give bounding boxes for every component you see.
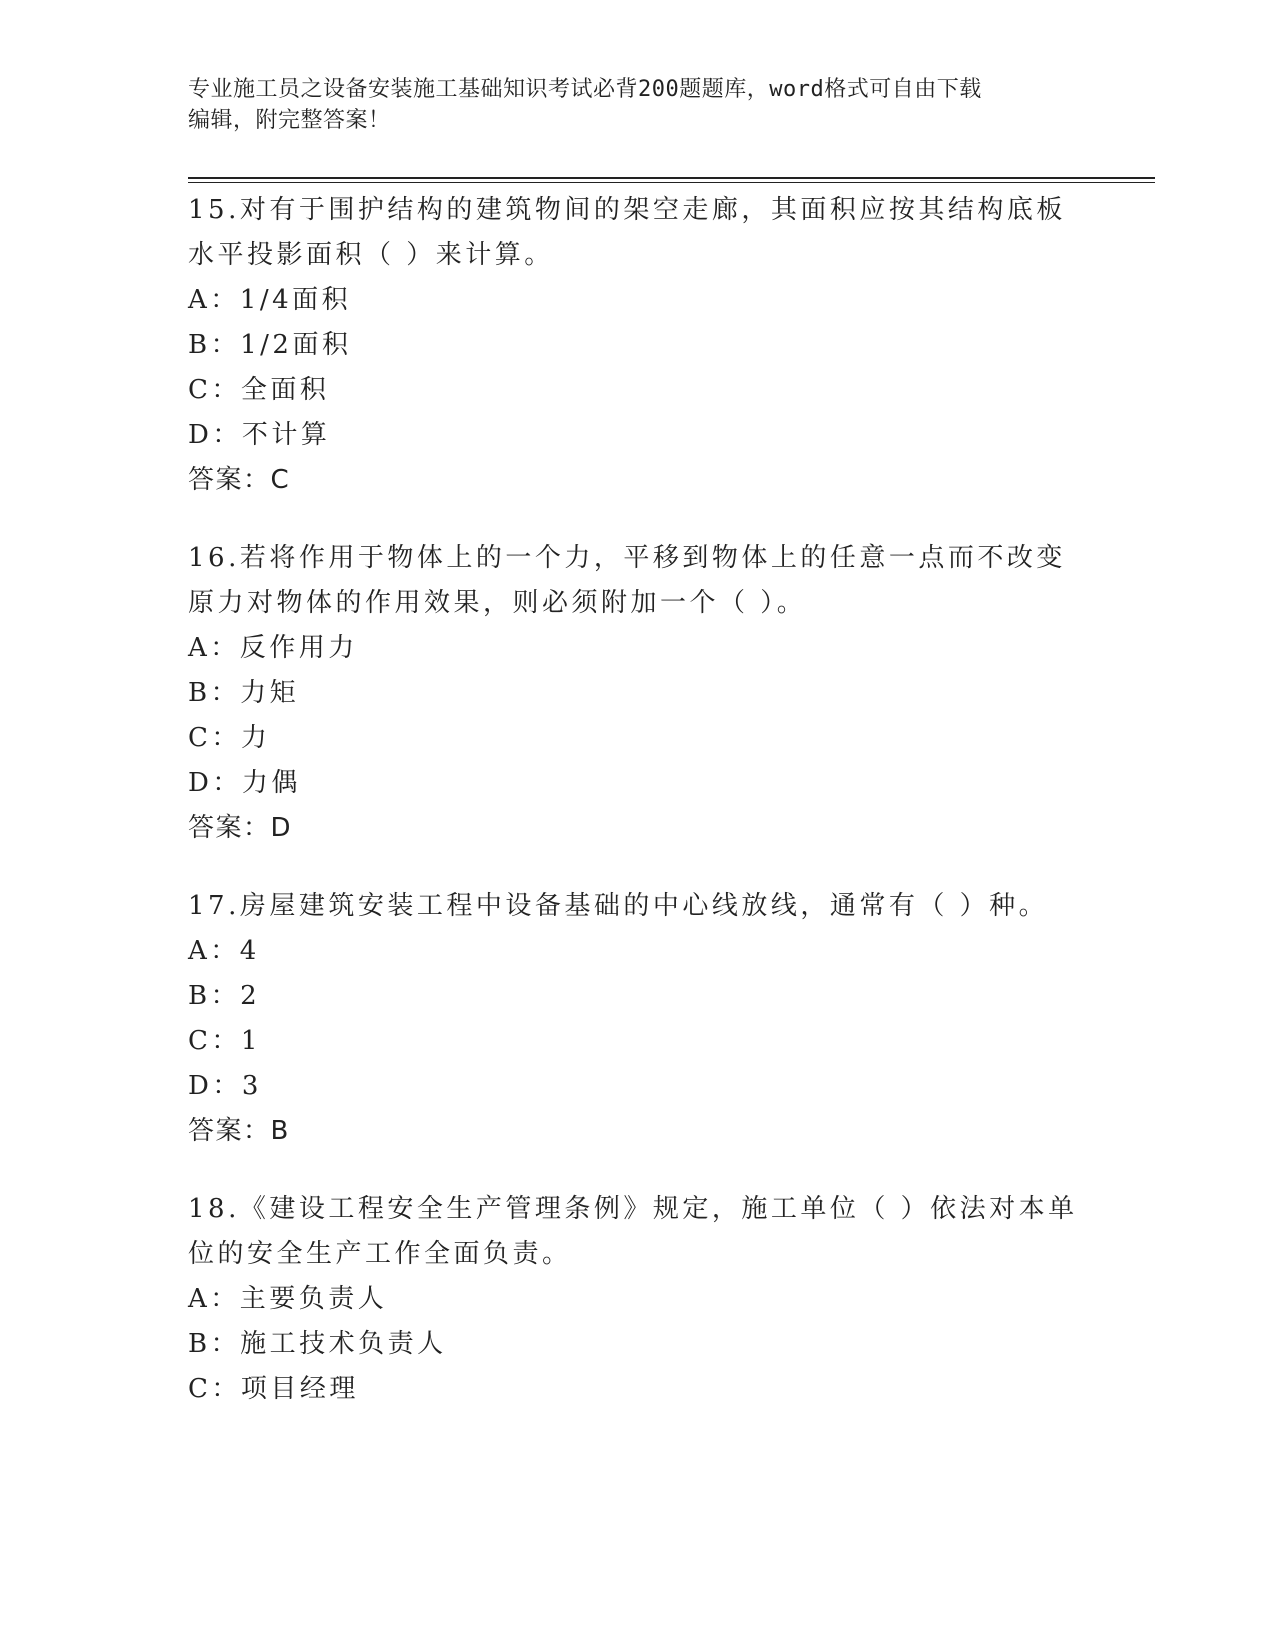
option-b: B：2: [188, 981, 261, 1011]
question-stem: 15.对有于围护结构的建筑物间的架空走廊，其面积应按其结构底板水平投影面积（ ）来计算。: [188, 195, 1066, 270]
answer-line: 答案：D: [188, 813, 293, 843]
question-list: [188, 188, 1088, 1445]
option-d: D：不计算: [188, 420, 331, 450]
question-18: [188, 1187, 1088, 1412]
option-a: A：主要负责人: [188, 1284, 388, 1314]
header-divider-thin: [188, 182, 1155, 183]
question-15: [188, 188, 1088, 503]
option-a: A：反作用力: [188, 633, 358, 663]
answer-line: 答案：C: [188, 465, 291, 495]
answer-line: 答案：B: [188, 1116, 290, 1146]
option-d: D：力偶: [188, 768, 301, 798]
document-header: [188, 74, 1088, 136]
option-c: C：全面积: [188, 375, 330, 405]
question-16: [188, 536, 1088, 851]
question-stem: 17.房屋建筑安装工程中设备基础的中心线放线，通常有（ ）种。: [188, 891, 1049, 921]
option-c: C：1: [188, 1026, 261, 1056]
question-stem: 16.若将作用于物体上的一个力，平移到物体上的任意一点而不改变原力对物体的作用效果，则必须附加一个（ ）。: [188, 543, 1066, 618]
option-a: A：4: [188, 936, 260, 966]
option-d: D：3: [188, 1071, 262, 1101]
option-c: C：力: [188, 723, 271, 753]
option-c: C：项目经理: [188, 1374, 359, 1404]
option-b: B：力矩: [188, 678, 300, 708]
option-b: B：施工技术负责人: [188, 1329, 447, 1359]
header-line-2: 编辑，附完整答案！: [188, 108, 391, 133]
question-17: [188, 884, 1088, 1154]
option-b: B：1/2面积: [188, 330, 352, 360]
question-stem: 18.《建设工程安全生产管理条例》规定，施工单位（ ）依法对本单位的安全生产工作全面负责。: [188, 1194, 1078, 1269]
option-a: A：1/4面积: [188, 285, 352, 315]
header-divider-thick: [188, 177, 1155, 179]
header-line-1: 专业施工员之设备安装施工基础知识考试必背200题题库，word格式可自由下载: [188, 77, 982, 102]
